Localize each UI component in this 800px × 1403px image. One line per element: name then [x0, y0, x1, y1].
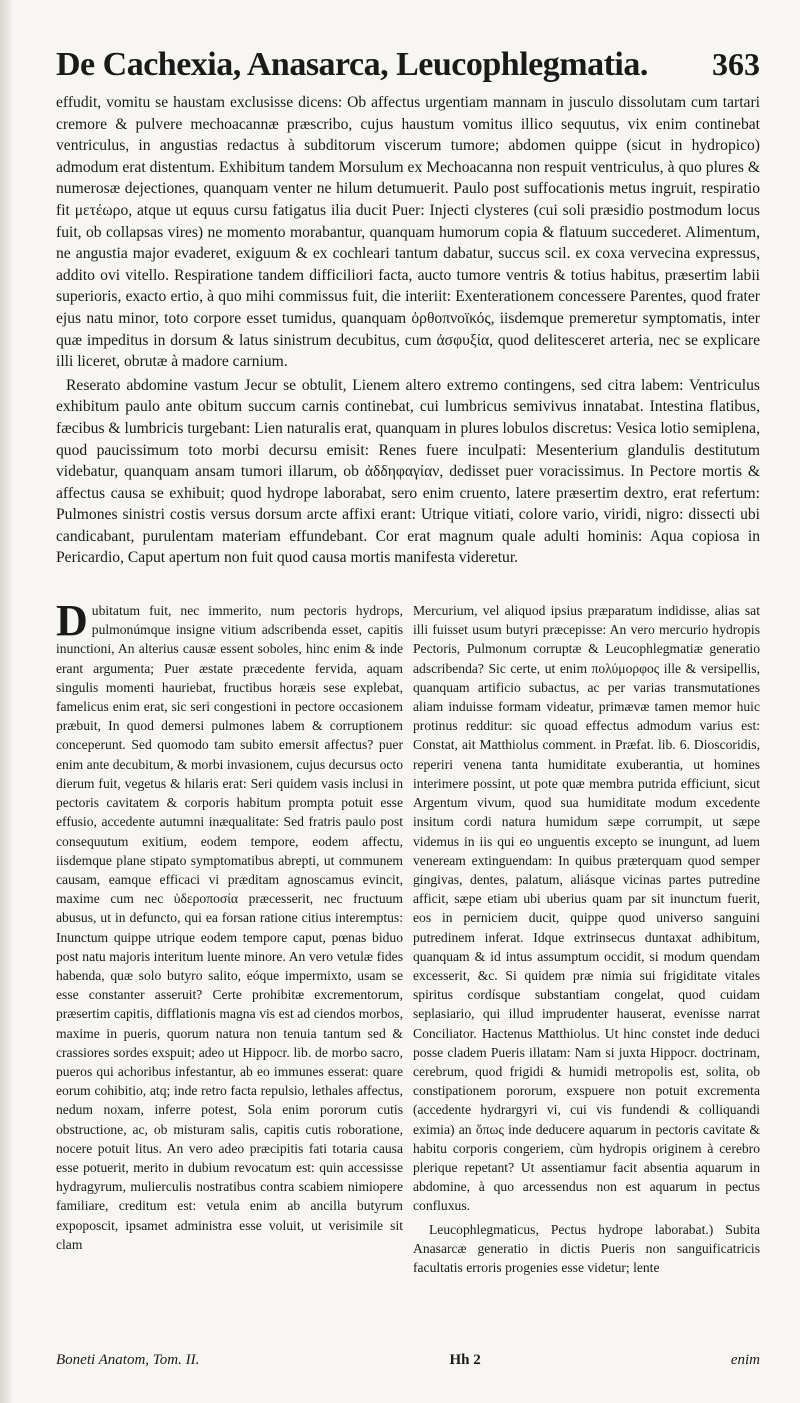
page-footer	[56, 1352, 760, 1369]
page-number: 363	[712, 46, 760, 82]
catchword: enim	[730, 1352, 760, 1368]
right-column-paragraph-1: Mercurium, vel aliquod ipsius præparatum indidisse, alias sat illi fuisset usum butyri præcepisse: An vero mercurio hydropis Pectoris, Pulmonum corruptæ & Leucophlegmatiæ generatio adscribenda? Sic certe, ut enim πολύμορφος ille & versipellis, quanquam artificio subactus, ac per varias transmutationes aliam induisse formam videatur, primævæ tamen memor huic protinus redditur: sic quoad effectus admodum varius est: Constat, ait Matthiolus comment. in Præfat. lib. 6. Dioscoridis, reperiri venena tanta humiditate exuberantia, ut homines interimere possint, ut pote quæ membra putrida efficiunt, sicut Argentum vivum, quod sua humiditate modum excedente insitum cordi natura humidum sæpe corrumpit, ut sæpe videmus in iis qui eo unguentis excepto se inungunt, ad luem veneream extinguendam: In quibus præterquam quod semper gingivas, dentes, palatum, aliásque vicinas partes putredine afficit, sæpe etiam ubi uberius quam par sit inunctum fuerit, eos in perniciem ducit, quippe quod universo sanguini putredinem inferat. Idque extrinsecus duntaxat adhibitum, quanquam & id intus assumptum occidit, si modum quendam excesserit, &c. Si quidem præ nimia sui frigiditate vitales spiritus cordísque substantiam congelat, quod cuidam seplasiario, qui illud imprudenter hauserat, evenisse narrat Conciliator. Hactenus Matthiolus. Ut hinc constet inde deduci posse cladem Pueris illatam: Nam si juxta Hippocr. doctrinam, cerebrum, quod frigidi & humidi metropolis est, solita, ob constipationem pororum, exspuere non potuit excrementa (accedente hydrargyri vi, cui vis fundendi & colliquandi eximia) an ὅπως inde deducere aquarum in pectoris cavitate & habitu corporis congeriem, cùm hydropis originem à cerebro plerique repetant? Ut assentiamur facit absentia aquarum in abdomine, à quo arcessendus non est aquarum in pectus confluxus.	[413, 603, 760, 1214]
lead-paragraph-1: effudit, vomitu se haustam exclusisse dicens: Ob affectus urgentiam mannam in jusculo dissolutam cum tartari cremore & pulvere mechoacannæ præscribo, cujus haustum vomitus illico sequutus, vix enim continebat ventriculus, in angustias redactus à subditorum viscerum tumore; abdomen quippe (sicut in hydropico) admodum erat distentum. Exhibitum tandem Morsulum ex Mechoacanna non respuit ventriculus, à quo plures & numerosæ dejectiones, quanquam venter ne hilum detumuerit. Paulo post suffocationis metus ingruit, respiratio fit μετέωρο, atque ut equus cursu fatigatus ilia ducit Puer: Injecti clysteres (cui soli præsidio postmodum locus fuit, ob collapsas vires) ne momento morabantur, quanquam humorum copia & flatuum succederet. Alimentum, ne angustia major evaderet, exiguum & ex cochleari tantum dabatur, succus scil. ex coxa vervecina expressus, addito ovi vitello. Respiratione tandem difficiliori facta, aucto tumore ventris & totius habitus, præsertim labii superioris, exacto ertio, à quo mihi commissus fuit, die interiit: Exenterationem concessere Parentes, quod frater ejus natu minor, toto corpore esset tumidus, quanquam ὀρθοπνοϊκός, iisdemque premeretur symptomatis, inter quæ impeditus in dorsum & latus sinistrum decubitus, cum ἀσφυξία, quod delitesceret arteria, nec se explicare illi liceret, obrutæ à madore carnium.	[56, 94, 760, 371]
binding-gutter	[0, 0, 14, 1403]
drop-cap: D	[56, 596, 88, 646]
lead-text-block	[56, 92, 760, 569]
page-header	[56, 46, 760, 84]
signature-mark: Hh 2	[449, 1352, 481, 1368]
commentary-columns	[56, 596, 760, 1277]
running-title: De Cachexia, Anasarca, Leucophlegmatia.	[56, 46, 648, 83]
right-column	[413, 601, 760, 1277]
left-column-paragraph	[56, 596, 403, 1254]
left-column-text: ubitatum fuit, nec immerito, num pectoris hydrops, pulmonúmque insigne vitium adscribenda esset, capitis inunctioni, An alterius causæ essent soboles, hinc enim & inde erant argumenta; Puer æstate præcedente fervida, aquam singulis momenti hauriebat, fructibus horæis sese explebat, famelicus enim erat, sic seri congestioni in pectore occasionem præbuit, In quod demersi pulmones labem & corruptionem conceperunt. Sed quomodo tam subito emersit affectus? puer enim ante decubitum, & morbi invasionem, cujus decursus octo dierum fuit, vegetus & hilaris erat: Seri quidem vasis inclusi in pectoris cavitatem & corporis habitum prompta potuit esse effusio, accedente autumni inæqualitate: Sed fratris paulo post consequutum exitium, eodem tempore, eodem affectu, iisdemque plane stipato symptomatibus abrepti, ut communem causam, eamque efficaci vi præditam agnoscamus evincit, maxime cum nec ὑδεροποσία præcesserit, nec fructuum abusus, ut in defuncto, qui ea forsan ratione citius interemptus: Inunctum quippe utrique eodem tempore caput, pœnas biduo post natu majoris interitum luente minore. An vero vetulæ fides habenda, quæ solo butyro salito, eóque impermixto, usam se esse constanter asseruit? Certe prohibitæ excrementorum, præsertim capitis, difflationis magna vis est ad ciendos morbos, maxime in pueris, quorum natura non tenuia tantum sed & crassiores sordes exspuit; adeo ut Hippocr. lib. de morbo sacro, pueros qui achoribus infestantur, ab eo immunes esserat: quare eorum cohibitio, atq; inde retro facta repulsio, lethales affectus, nedum noxam, inferre potest, Sola enim pororum cutis obstructione, ac, ob misturam salis, capitis cutis roboratione, nocere potuit litus. An vero adeo præcipitis fati totaria causa esse potuerit, merito in dubium revocatum est: quin accessisse hydragyrum, mulierculis nostratibus contra scabiem nimiopere familiare, creditum est: vetula enim ab ancilla butyrum expoposcit, ipsamet administra esse voluit, ut verisimile sit clam	[56, 603, 403, 1252]
footer-title: Boneti Anatom, Tom. II.	[56, 1352, 200, 1368]
right-column-paragraph-2: Leucophlegmaticus, Pectus hydrope laborabat.) Subita Anasarcæ generatio in dictis Pueris non sanguificatricis facultatis erroris progenies esse videtur; lente	[413, 1221, 760, 1275]
left-column	[56, 596, 403, 1277]
lead-paragraph-2: Reserato abdomine vastum Jecur se obtulit, Lienem altero extremo contingens, sed citra labem: Ventriculus exhibitum paulo ante obitum succum carnis continebat, cui lumbricus semivivus innatabat. Intestina flatibus, fæcibus & lumbricis turgebant: Lien naturalis erat, quanquam in plures lobulos discretus: Vesica lotio semiplena, quod paucissimum toto morbi decursu emisit: Renes fuere inculpati: Mesenterium glandulis destitutum videbatur, quanquam ansam tumori illarum, ob ἀδδηφαγίαν, dedisset puer voracissimus. In Pectore mortis & affectus causa se exhibuit; quod hydrope laborabat, sero enim cruento, latere præsertim dextro, erat refertum: Pulmones sinistri costis versus dorsum arcte affixi erant: Utrique vitiati, colore vario, viridi, nigro: dissecti ubi candicabant, purulentam materiam effundebant. Cor erat magnum quale adulti hominis: Aqua copiosa in Pericardio, Caput apertum non fuit quod causa mortis manifesta videretur.	[56, 376, 760, 567]
